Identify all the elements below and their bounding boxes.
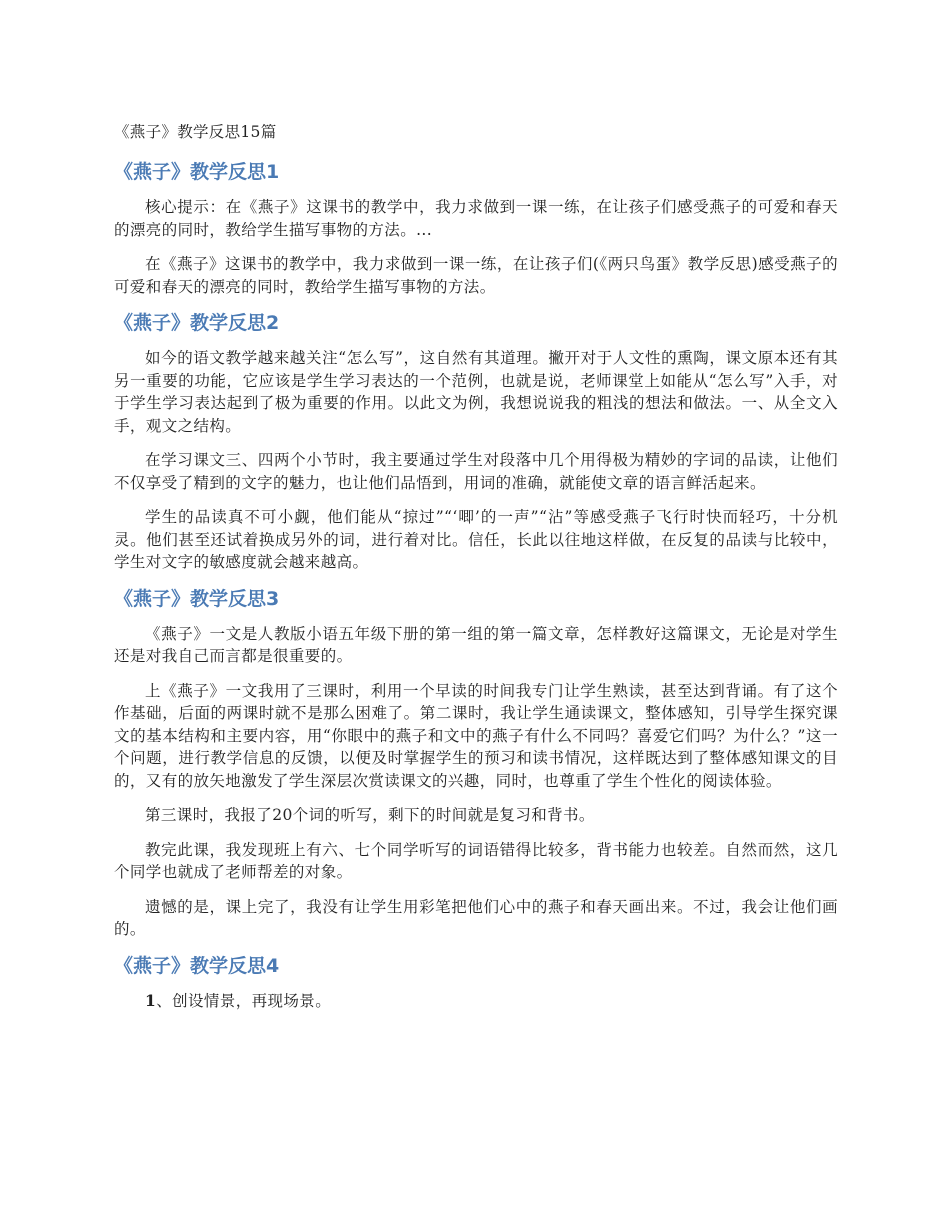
paragraph: 上《燕子》一文我用了三课时，利用一个早读的时间我专门让学生熟读，甚至达到背诵。有了这个作基础，后面的两课时就不是那么困难了。第二课时，我让学生通读课文，整体感知，引导学生探究课文的基本结构和主要内容，用“你眼中的燕子和文中的燕子有什么不同吗？喜爱它们吗？为什么？”这一个问题，进行教学信息的反馈，以便及时掌握学生的预习和读书情况，这样既达到了整体感知课文的目的，又有的放矢地激发了学生深层次赏读课文的兴趣，同时，也尊重了学生个性化的阅读体验。 bbox=[114, 681, 838, 790]
paragraph: 在《燕子》这课书的教学中，我力求做到一课一练，在让孩子们(《两只鸟蛋》教学反思)感受燕子的可爱和春天的漂亮的同时，教给学生描写事物的方法。 bbox=[114, 255, 838, 296]
document-page bbox=[114, 121, 838, 1024]
paragraph: 在学习课文三、四两个小节时，我主要通过学生对段落中几个用得极为精妙的字词的品读，让他们不仅享受了精到的文字的魅力，也让他们品悟到，用词的准确，就能使文章的语言鲜活起来。 bbox=[114, 451, 838, 492]
section-1 bbox=[114, 159, 838, 298]
paragraph: 第三课时，我报了20个词的听写，剩下的时间就是复习和背书。 bbox=[145, 806, 595, 824]
section-heading: 《燕子》教学反思2 bbox=[114, 312, 280, 334]
paragraph: 《燕子》一文是人教版小语五年级下册的第一组的第一篇文章，怎样教好这篇课文，无论是对学生还是对我自己而言都是很重要的。 bbox=[114, 624, 838, 665]
paragraph: 核心提示：在《燕子》这课书的教学中，我力求做到一课一练，在让孩子们感受燕子的可爱和春天的漂亮的同时，教给学生描写事物的方法。... bbox=[114, 198, 838, 239]
section-heading: 《燕子》教学反思4 bbox=[114, 954, 280, 977]
section-3 bbox=[114, 586, 838, 941]
section-2 bbox=[114, 310, 838, 574]
section-heading: 《燕子》教学反思1 bbox=[114, 161, 280, 183]
paragraph: 遗憾的是，课上完了，我没有让学生用彩笔把他们心中的燕子和春天画出来。不过，我会让他们画的。 bbox=[114, 897, 838, 938]
section-heading: 《燕子》教学反思3 bbox=[114, 587, 280, 610]
paragraph: 学生的品读真不可小觑，他们能从“掠过”“‘唧’的一声”“沾”等感受燕子飞行时快而轻巧，十分机灵。他们甚至还试着换成另外的词，进行着对比。信任，长此以往地这样做，在反复的品读与比较中，学生对文字的敏感度就会越来越高。 bbox=[114, 508, 838, 571]
paragraph: 如今的语文教学越来越关注“怎么写”，这自然有其道理。撇开对于人文性的熏陶，课文原本还有其另一重要的功能，它应该是学生学习表达的一个范例，也就是说，老师课堂上如能从“怎么写”入手，对于学生学习表达起到了极为重要的作用。以此文为例，我想说说我的粗浅的想法和做法。一、从全文入手，观文之结构。 bbox=[114, 349, 838, 435]
list-item bbox=[114, 990, 838, 1013]
section-4 bbox=[114, 953, 838, 1013]
paragraph: 教完此课，我发现班上有六、七个同学听写的词语错得比较多，背书能力也较差。自然而然，这几个同学也就成了老师帮差的对象。 bbox=[114, 840, 838, 881]
list-item-number: 1 bbox=[145, 990, 157, 1010]
document-title: 《燕子》教学反思15篇 bbox=[114, 123, 277, 141]
list-item-text: 、创设情景，再现场景。 bbox=[156, 991, 332, 1010]
